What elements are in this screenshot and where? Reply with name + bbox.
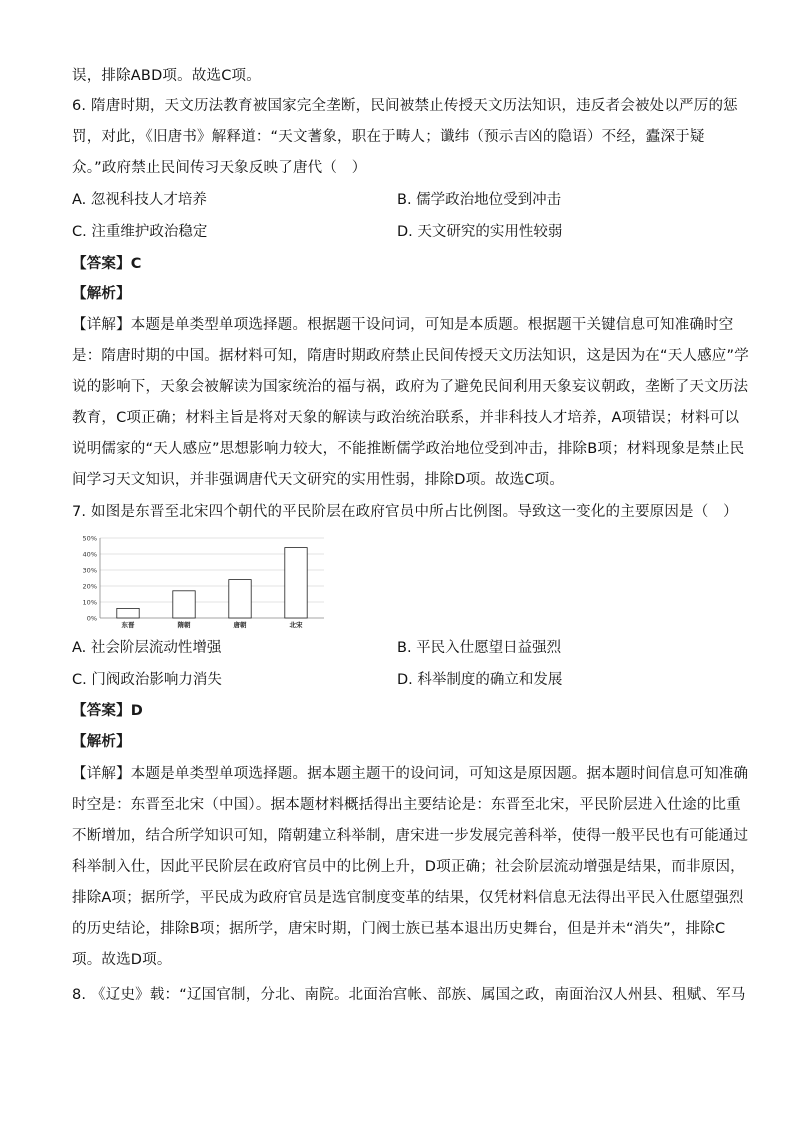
answer-label: 【答案】C bbox=[72, 256, 142, 272]
question-7-stem: 7. 如图是东晋至北宋四个朝代的平民阶层在政府官员中所占比例图。导致这一变化的主要原因是（ ） bbox=[72, 504, 738, 520]
option-b: B. 儒学政治地位受到冲击 bbox=[397, 192, 562, 208]
question-6-stem: 6. 隋唐时期，天文历法教育被国家完全垄断，民间被禁止传授天文历法知识，违反者会被处以严厉的惩 bbox=[72, 98, 738, 114]
analysis-text: 间学习天文知识，并非强调唐代天文研究的实用性弱，排除D项。故选C项。 bbox=[72, 472, 565, 488]
analysis-label: 【解析】 bbox=[72, 734, 131, 750]
bar-chart bbox=[72, 532, 328, 634]
option-b: B. 平民入仕愿望日益强烈 bbox=[397, 640, 562, 656]
analysis-text: 说的影响下，天象会被解读为国家统治的福与祸，政府为了避免民间利用天象妄议朝政，垄断了天文历法 bbox=[72, 379, 749, 395]
analysis-text: 教育，C项正确；材料主旨是将对天象的解读与政治统治联系，并非科技人才培养，A项错误；材料可以 bbox=[72, 410, 740, 426]
bar bbox=[285, 548, 307, 618]
option-d: D. 科举制度的确立和发展 bbox=[397, 672, 563, 688]
x-tick-label: 东晋 bbox=[121, 621, 135, 629]
option-c: C. 门阀政治影响力消失 bbox=[72, 672, 222, 688]
analysis-text: 说明儒家的“天人感应”思想影响力较大，不能推断儒学政治地位受到冲击，排除B项；材料现象是禁止民 bbox=[72, 441, 745, 457]
answer-label: 【答案】D bbox=[72, 703, 144, 719]
question-6-stem: 罚，对此，《旧唐书》解释道：“天文蓍象，职在于畴人；谶纬（预示吉凶的隐语）不经，蠹深于疑 bbox=[72, 129, 705, 145]
question-8-stem: 8. 《辽史》载：“辽国官制，分北、南院。北面治宫帐、部族、属国之政，南面治汉人州县、租赋、军马 bbox=[72, 987, 746, 1003]
bar bbox=[229, 580, 251, 618]
y-tick-label: 10% bbox=[82, 598, 97, 607]
analysis-text: 排除A项；据所学，平民成为政府官员是选官制度变革的结果，仅凭材料信息无法得出平民入仕愿望强烈 bbox=[72, 890, 744, 906]
analysis-text: 科举制入仕，因此平民阶层在政府官员中的比例上升，D项正确；社会阶层流动增强是结果，而非原因， bbox=[72, 859, 745, 875]
question-6-stem: 众。”政府禁止民间传习天象反映了唐代（ ） bbox=[72, 160, 367, 176]
bar bbox=[173, 591, 195, 618]
analysis-label: 【解析】 bbox=[72, 286, 131, 302]
y-tick-label: 20% bbox=[82, 582, 97, 591]
x-tick-label: 隋朝 bbox=[177, 621, 191, 629]
analysis-text: 项。故选D项。 bbox=[72, 952, 172, 968]
option-a: A. 忽视科技人才培养 bbox=[72, 192, 207, 208]
analysis-text: 的历史结论，排除B项；据所学，唐宋时期，门阀士族已基本退出历史舞台，但是并未“消失”，排除C bbox=[72, 921, 726, 937]
bar bbox=[117, 608, 139, 618]
option-a: A. 社会阶层流动性增强 bbox=[72, 640, 222, 656]
x-tick-label: 北宋 bbox=[289, 621, 303, 629]
analysis-text: 【详解】本题是单类型单项选择题。根据题干设问词，可知是本质题。根据题干关键信息可知准确时空 bbox=[72, 317, 734, 333]
x-tick-label: 唐朝 bbox=[233, 621, 247, 629]
analysis-text: 时空是：东晋至北宋（中国）。据本题材料概括得出主要结论是：东晋至北宋，平民阶层进入仕途的比重 bbox=[72, 797, 741, 813]
option-c: C. 注重维护政治稳定 bbox=[72, 224, 208, 240]
option-d: D. 天文研究的实用性较弱 bbox=[397, 224, 563, 240]
analysis-text: 不断增加，结合所学知识可知，隋朝建立科举制，唐宋进一步发展完善科举，使得一般平民也有可能通过 bbox=[72, 828, 749, 844]
analysis-text: 是：隋唐时期的中国。据材料可知，隋唐时期政府禁止民间传授天文历法知识，这是因为在“天人感应”学 bbox=[72, 348, 749, 364]
y-tick-label: 40% bbox=[82, 550, 97, 559]
y-tick-label: 30% bbox=[82, 566, 97, 575]
y-tick-label: 50% bbox=[82, 534, 97, 543]
y-tick-label: 0% bbox=[86, 614, 97, 623]
analysis-text: 【详解】本题是单类型单项选择题。据本题主题干的设问词，可知这是原因题。据本题时间信息可知准确 bbox=[72, 766, 749, 782]
text-line: 误，排除ABD项。故选C项。 bbox=[72, 68, 261, 84]
